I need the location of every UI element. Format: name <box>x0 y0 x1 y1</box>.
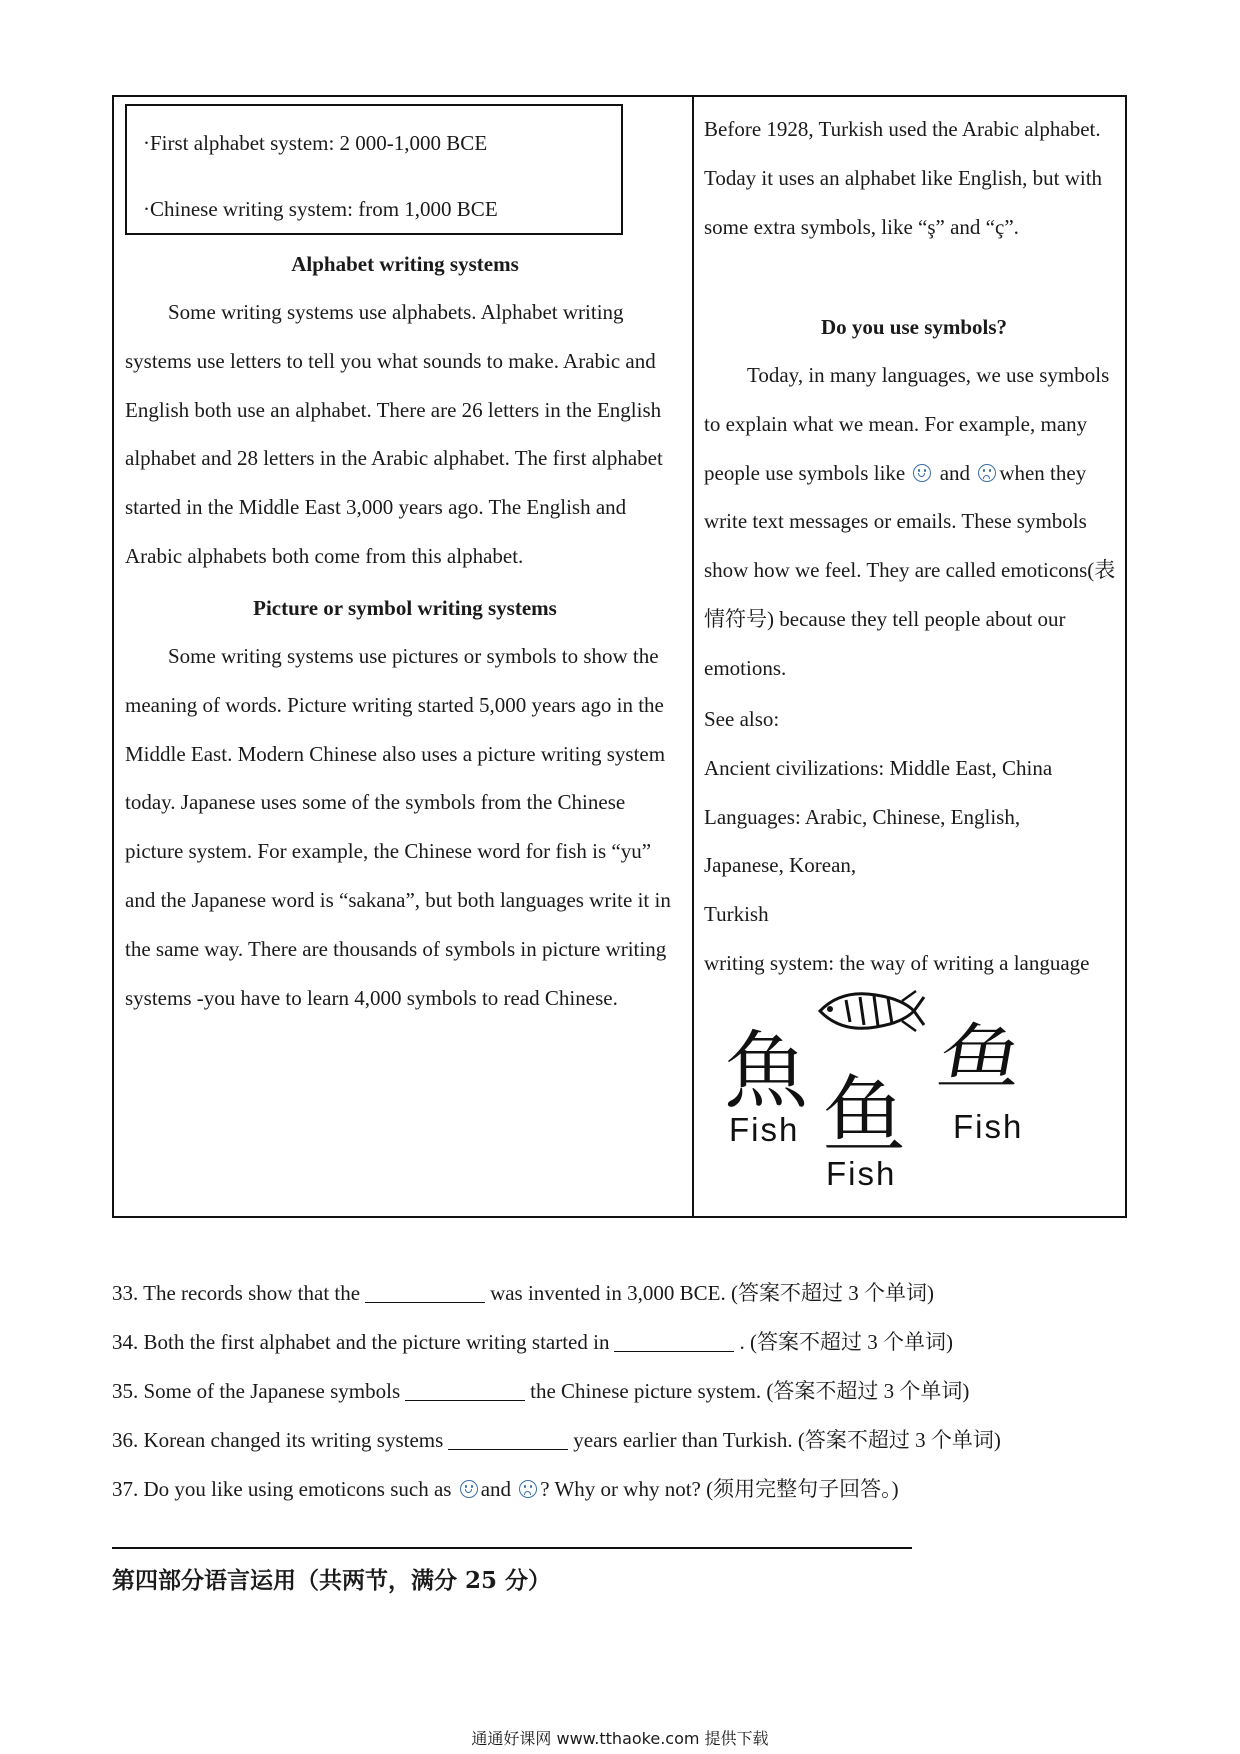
calligraphy-fish-character: 鱼 <box>931 1015 1031 1099</box>
timeline-item: ·First alphabet system: 2 000-1,000 BCE <box>143 131 488 155</box>
answer-blank[interactable] <box>448 1431 568 1450</box>
column-divider <box>692 95 694 1218</box>
alphabet-paragraph: Some writing systems use alphabets. Alphabet writing systems use letters to tell you what sounds to make. Arabic and English both use an alphabet. There are 26 letters in the English alphabet and 28 letters in the Arabic alphabet. The first alphabet started in the Middle East 3,000 years ago. The English and Arabic alphabets both come from this alphabet. <box>125 300 663 568</box>
answer-blank[interactable] <box>614 1333 734 1352</box>
answer-blank[interactable] <box>365 1284 485 1303</box>
timeline-item: ·Chinese writing system: from 1,000 BCE <box>143 197 498 221</box>
fish-label: Fish <box>729 1111 800 1148</box>
smile-emoticon-icon <box>913 464 931 482</box>
ancient-fish-pictograph-icon <box>816 985 926 1037</box>
see-also-languages: Japanese, Korean, <box>704 853 857 878</box>
see-also-block <box>704 695 1124 988</box>
section-title: 第四部分语言运用（共两节，满分 25 分） <box>112 1567 552 1594</box>
picture-heading: Picture or symbol writing systems <box>253 596 557 620</box>
see-also-languages: Languages: Arabic, Chinese, English, <box>704 804 1021 829</box>
footer: 通通好课网 www.tthaoke.com 提供下载 <box>471 1729 769 1748</box>
see-also-languages: Turkish <box>704 902 769 927</box>
alphabet-heading: Alphabet writing systems <box>291 252 519 276</box>
see-also-label: See also: <box>704 707 780 731</box>
symbols-heading: Do you use symbols? <box>820 315 1008 339</box>
traditional-fish-character: 魚 <box>724 1022 809 1120</box>
question-33: 33. The records show that the was invented in 3,000 BCE. (答案不超过 3 个单词) <box>112 1281 934 1305</box>
see-also-definition: writing system: the way of writing a language <box>704 950 1090 975</box>
sad-emoticon-icon <box>519 1480 537 1498</box>
symbols-paragraph: Today, in many languages, we use symbols to explain what we mean. For example, many people use symbols like and when they write text messages or emails. These symbols show how we feel. They are called emoticons(表情符号) because they tell people about our emotions. <box>704 363 1116 680</box>
picture-paragraph: Some writing systems use pictures or symbols to show the meaning of words. Picture writing started 5,000 years ago in the Middle East. Modern Chinese also uses a picture writing system today. Japanese uses some of the symbols from the Chinese picture system. For example, the Chinese word for fish is “yu” and the Japanese word is “sakana”, but both languages write it in the same way. There are thousands of symbols in picture writing systems -you have to learn 4,000 symbols to read Chinese. <box>125 644 671 1010</box>
turkish-paragraph: Before 1928, Turkish used the Arabic alphabet. Today it uses an alphabet like English, but with some extra symbols, like “ş” and “ç”. <box>704 117 1103 239</box>
fish-label: Fish <box>826 1155 897 1192</box>
question-37: 37. Do you like using emoticons such as and ? Why or why not? (须用完整句子回答。) <box>112 1477 899 1501</box>
fish-label: Fish <box>953 1108 1024 1145</box>
sad-emoticon-icon <box>978 464 996 482</box>
simplified-fish-character: 鱼 <box>822 1066 907 1164</box>
question-35: 35. Some of the Japanese symbols the Chinese picture system. (答案不超过 3 个单词) <box>112 1379 970 1403</box>
answer-line[interactable] <box>112 1547 912 1549</box>
answer-blank[interactable] <box>405 1382 525 1401</box>
question-36: 36. Korean changed its writing systems years earlier than Turkish. (答案不超过 3 个单词) <box>112 1428 1001 1452</box>
see-also-ancient: Ancient civilizations: Middle East, China <box>704 755 1053 780</box>
timeline-box <box>125 104 623 235</box>
question-34: 34. Both the first alphabet and the picture writing started in . (答案不超过 3 个单词) <box>112 1330 953 1354</box>
smile-emoticon-icon <box>460 1480 478 1498</box>
fish-figure <box>704 985 1124 1210</box>
